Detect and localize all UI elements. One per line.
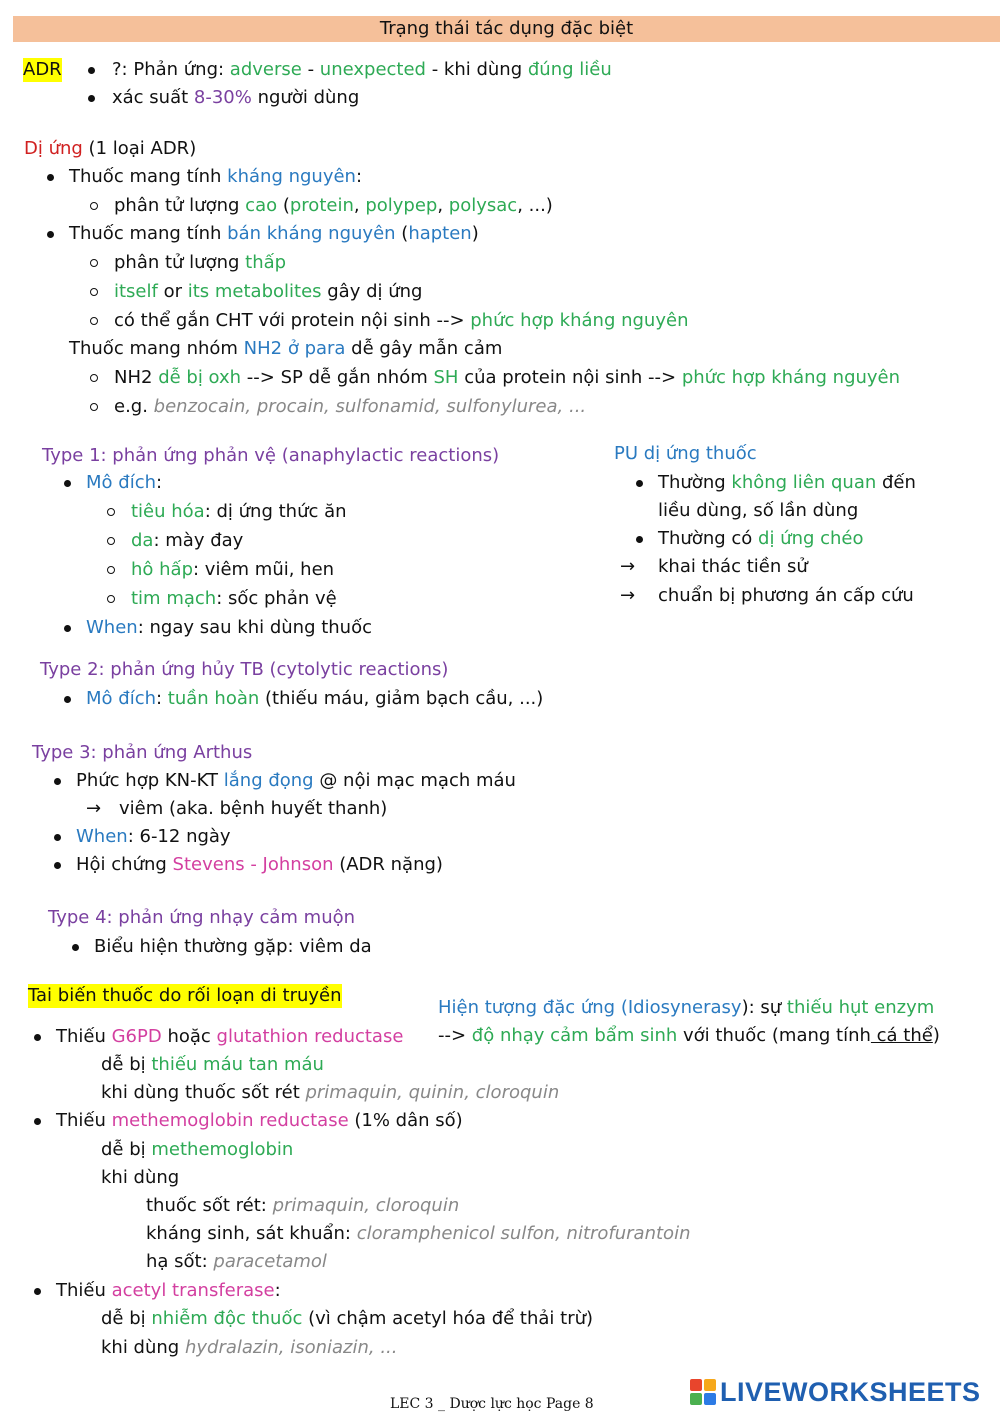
acetyl-drugs: khi dùng hydralazin, isoniazin, ... — [101, 1337, 398, 1358]
allergy-antigen: Thuốc mang tính kháng nguyên: — [69, 166, 363, 187]
hapten-detail-1: phân tử lượng thấp — [114, 252, 287, 273]
bullet-icon — [636, 480, 643, 487]
circle-bullet-icon — [107, 537, 115, 545]
pu-item-1: Thường không liên quan đến — [658, 472, 916, 493]
acetyl-effect: dễ bị nhiễm độc thuốc (vì chậm acetyl hóa để thải trừ) — [101, 1308, 594, 1329]
type3-title: Type 3: phản ứng Arthus — [32, 742, 253, 763]
g6pd-line: Thiếu G6PD hoặc glutathion reductase — [56, 1026, 404, 1047]
type4-manifestation: Biểu hiện thường gặp: viêm da — [94, 936, 372, 957]
bullet-icon — [64, 696, 71, 703]
circle-bullet-icon — [107, 566, 115, 574]
type1-item: tiêu hóa: dị ứng thức ăn — [131, 501, 347, 522]
bullet-icon — [636, 536, 643, 543]
circle-bullet-icon — [90, 259, 98, 267]
allergy-antigen-detail: phân tử lượng cao (protein, polypep, polysac, ...) — [114, 195, 553, 216]
type1-item: da: mày đay — [131, 530, 244, 551]
circle-bullet-icon — [107, 508, 115, 516]
type1-target: Mô đích: — [86, 472, 163, 493]
circle-bullet-icon — [90, 288, 98, 296]
g6pd-drugs: khi dùng thuốc sốt rét primaquin, quinin, cloroquin — [101, 1082, 560, 1103]
right-arrow-icon: → — [620, 556, 636, 577]
bullet-icon — [54, 834, 61, 841]
bullet-icon — [88, 95, 95, 102]
bullet-icon — [64, 480, 71, 487]
type3-syndrome: Hội chứng Stevens - Johnson (ADR nặng) — [76, 854, 443, 875]
type2-target: Mô đích: tuần hoàn (thiếu máu, giảm bạch cầu, ...) — [86, 688, 544, 709]
type1-when: When: ngay sau khi dùng thuốc — [86, 617, 372, 638]
logo-letter-v — [690, 1393, 702, 1405]
hapten-detail-3: có thể gắn CHT với protein nội sinh --> phức hợp kháng nguyên — [114, 310, 689, 331]
type3-when: When: 6-12 ngày — [76, 826, 231, 847]
allergy-nh2: Thuốc mang nhóm NH2 ở para dễ gây mẫn cảm — [69, 338, 503, 359]
idiosyncrasy-line-2: --> độ nhạy cảm bẩm sinh với thuốc (mang tính cá thể) — [438, 1025, 940, 1046]
nh2-detail-1: NH2 dễ bị oxh --> SP dễ gắn nhóm SH của protein nội sinh --> phức hợp kháng nguyên — [114, 367, 901, 388]
pu-item-2: Thường có dị ứng chéo — [658, 528, 864, 549]
bullet-icon — [88, 67, 95, 74]
allergy-hapten: Thuốc mang tính bán kháng nguyên (hapten) — [69, 223, 479, 244]
liveworksheets-logo[interactable] — [690, 1376, 981, 1408]
type1-item: tim mạch: sốc phản vệ — [131, 588, 337, 609]
methemoglobin-drug-2: kháng sinh, sát khuẩn: cloramphenicol sulfon, nitrofurantoin — [146, 1223, 691, 1244]
methemoglobin-drug-3: hạ sốt: paracetamol — [146, 1251, 327, 1272]
logo-text: LIVEWORKSHEETS — [720, 1376, 981, 1407]
pu-result-1: khai thác tiền sử — [658, 556, 808, 577]
methemoglobin-effect: dễ bị methemoglobin — [101, 1139, 294, 1160]
type3-complex: Phức hợp KN-KT lắng đọng @ nội mạc mạch máu — [76, 770, 516, 791]
type4-title: Type 4: phản ứng nhạy cảm muộn — [48, 907, 356, 928]
logo-letter-l — [690, 1379, 702, 1391]
logo-letter-e — [704, 1393, 716, 1405]
nh2-detail-2: e.g. benzocain, procain, sulfonamid, sulfonylurea, ... — [114, 396, 587, 417]
methemoglobin-drug-1: thuốc sốt rét: primaquin, cloroquin — [146, 1195, 460, 1216]
adr-probability: xác suất 8-30% người dùng — [112, 87, 360, 108]
adr-tag: ADR — [23, 59, 62, 80]
logo-mark-icon — [690, 1379, 716, 1405]
allergy-title: Dị ứng (1 loại ADR) — [24, 138, 197, 159]
right-arrow-icon: → — [620, 585, 636, 606]
pu-title: PU dị ứng thuốc — [614, 443, 757, 464]
g6pd-effect: dễ bị thiếu máu tan máu — [101, 1054, 324, 1075]
bullet-icon — [64, 625, 71, 632]
methemoglobin-when: khi dùng — [101, 1167, 180, 1188]
hapten-detail-2: itself or its metabolites gây dị ứng — [114, 281, 423, 302]
circle-bullet-icon — [90, 202, 98, 210]
adr-definition: ?: Phản ứng: adverse - unexpected - khi dùng đúng liều — [112, 59, 612, 80]
pu-result-2: chuẩn bị phương án cấp cứu — [658, 585, 914, 606]
right-arrow-icon: → — [86, 798, 102, 819]
acetyl-line: Thiếu acetyl transferase: — [56, 1280, 281, 1301]
bullet-icon — [47, 231, 54, 238]
methemoglobin-line: Thiếu methemoglobin reductase (1% dân số) — [56, 1110, 463, 1131]
page-title: Trạng thái tác dụng đặc biệt — [379, 18, 634, 39]
genetic-title: Tai biến thuốc do rối loạn di truyền — [28, 985, 342, 1006]
circle-bullet-icon — [107, 595, 115, 603]
bullet-icon — [47, 174, 54, 181]
idiosyncrasy-line-1: Hiện tượng đặc ứng (Idiosynerasy): sự thiếu hụt enzym — [438, 997, 935, 1018]
bullet-icon — [54, 862, 61, 869]
circle-bullet-icon — [90, 317, 98, 325]
bullet-icon — [54, 778, 61, 785]
logo-letter-i — [704, 1379, 716, 1391]
bullet-icon — [34, 1288, 41, 1295]
type3-inflammation: viêm (aka. bệnh huyết thanh) — [119, 798, 388, 819]
type1-title: Type 1: phản ứng phản vệ (anaphylactic reactions) — [42, 445, 500, 466]
bullet-icon — [72, 944, 79, 951]
type2-title: Type 2: phản ứng hủy TB (cytolytic reactions) — [40, 659, 449, 680]
page-footer: LEC 3 _ Dược lực học Page 8 — [390, 1396, 594, 1412]
circle-bullet-icon — [90, 374, 98, 382]
pu-item-1-cont: liều dùng, số lần dùng — [658, 500, 859, 521]
type1-item: hô hấp: viêm mũi, hen — [131, 559, 335, 580]
bullet-icon — [34, 1118, 41, 1125]
bullet-icon — [34, 1034, 41, 1041]
circle-bullet-icon — [90, 403, 98, 411]
